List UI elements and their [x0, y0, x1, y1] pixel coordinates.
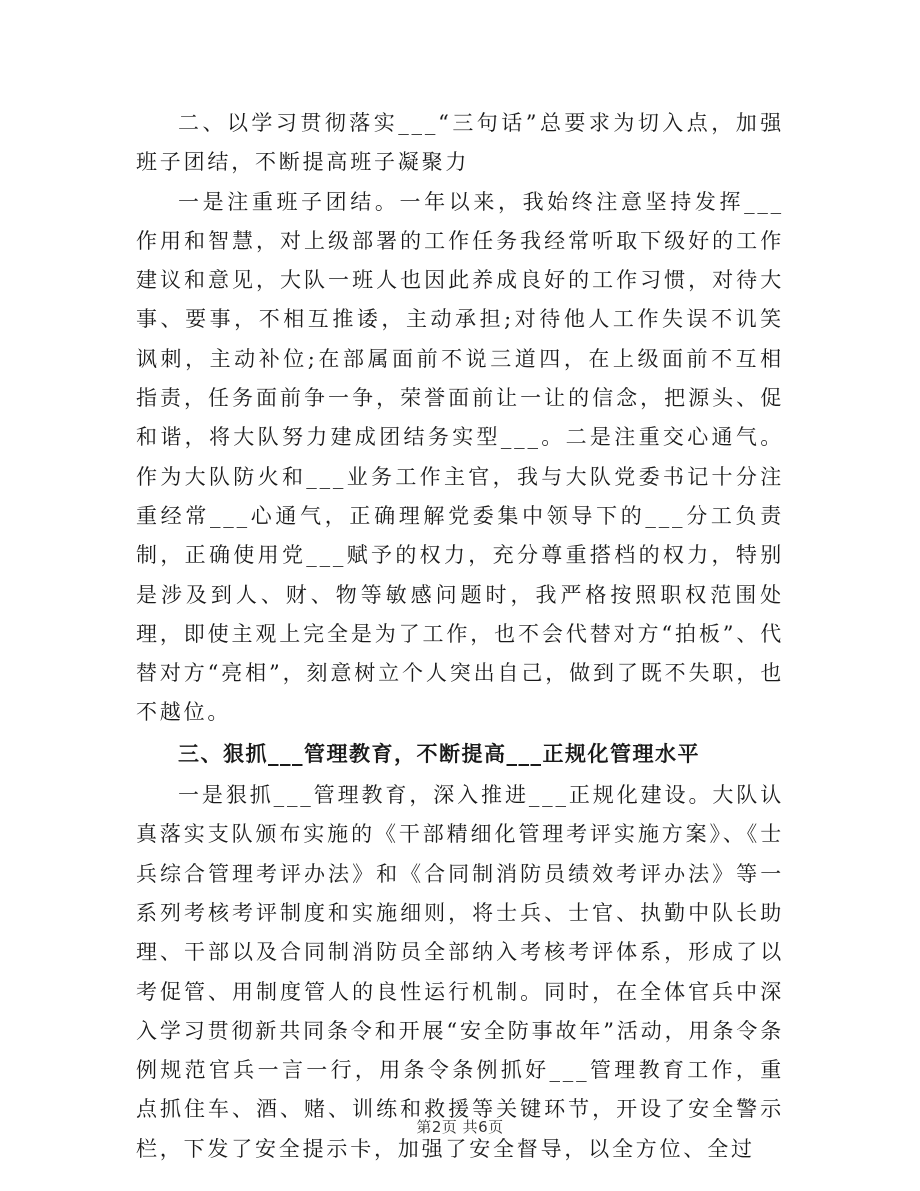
section-heading-two: 二、以学习贯彻落实___“三句话”总要求为切入点，加强班子团结，不断提高班子凝聚力: [136, 111, 784, 175]
body-paragraph-team-unity: 一是注重班子团结。一年以来，我始终注意坚持发挥___作用和智慧，对上级部署的工作任务我经常听取下级好的工作建议和意见，大队一班人也因此养成良好的工作习惯，对待大事、要事，不相互推诿，主动承担;对待他人工作失误不讥笑讽刺，主动补位;在部属面前不说三道四，在上级面前不互相指责，任务面前争一争，荣誉面前让一让的信念，把源头、促和谐，将大队努力建成团结务实型___。二是注重交心通气。作为大队防火和___业务工作主官，我与大队党委书记十分注重经常___心通气，正确理解党委集中领导下的___分工负责制，正确使用党___赋予的权力，充分尊重搭档的权力，特别是涉及到人、财、物等敏感问题时，我严格按照职权范围处理，即使主观上完全是为了工作，也不会代替对方“拍板”、代替对方“亮相”，刻意树立个人突出自己，做到了既不失职，也不越位。: [136, 189, 784, 725]
body-paragraph-management-education: 一是狠抓___管理教育，深入推进___正规化建设。大队认真落实支队颁布实施的《干部精细化管理考评实施方案》、《士兵综合管理考评办法》和《合同制消防员绩效考评办法》等一系列考核考评制度和实施细则，将士兵、士官、执勤中队长助理、干部以及合同制消防员全部纳入考核考评体系，形成了以考促管、用制度管人的良性运行机制。同时，在全体官兵中深入学习贯彻新共同条令和开展“安全防事故年”活动，用条令条例规范官兵一言一行，用条令条例抓好___管理教育工作，重点抓住车、酒、赌、训练和救援等关键环节，开设了安全警示栏，下发了安全提示卡，加强了安全督导，以全方位、全过: [136, 783, 784, 1161]
page-number-footer: 第2页 共6页: [416, 1118, 504, 1136]
document-body: [136, 104, 784, 1169]
section-heading-three: 三、狠抓___管理教育，不断提高___正规化管理水平: [178, 741, 700, 766]
